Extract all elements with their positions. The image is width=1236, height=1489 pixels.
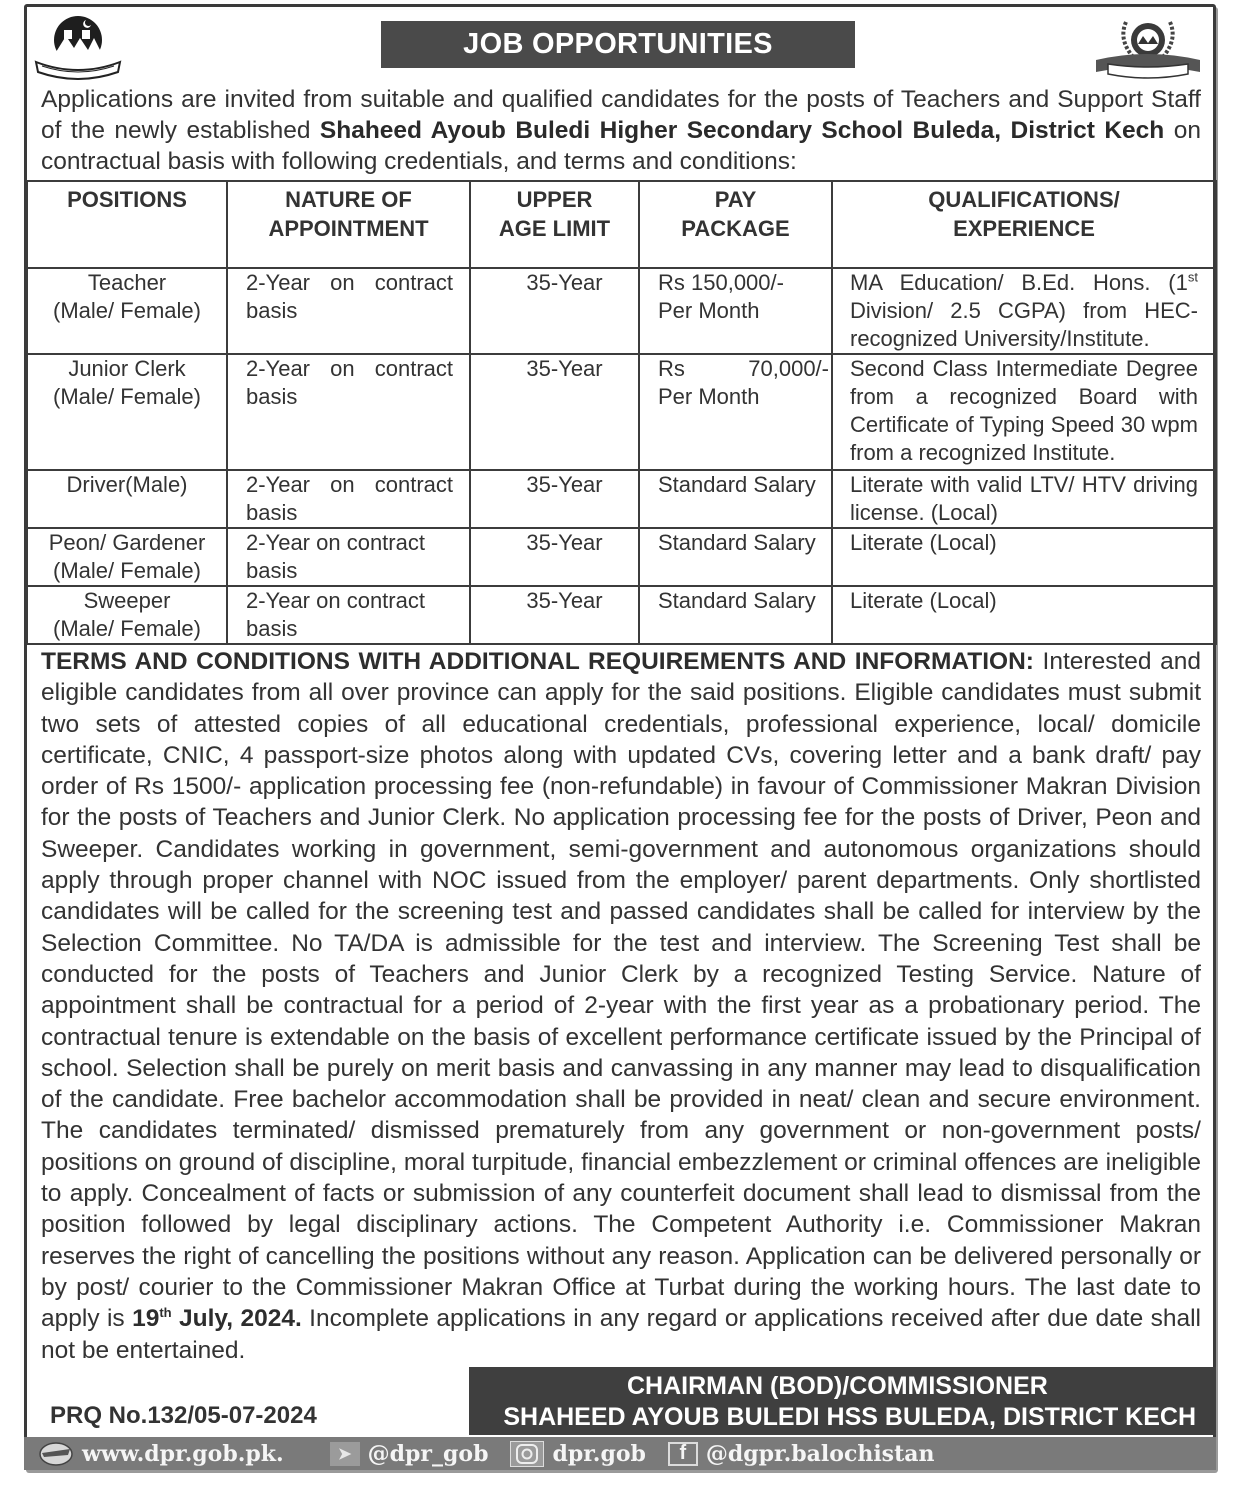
header-upper-age-limit: UPPER AGE LIMIT [470, 181, 639, 268]
age-cell: 35-Year [470, 528, 639, 586]
qualification-cell: Literate (Local) [832, 528, 1216, 586]
position-cell: Driver(Male) [27, 470, 227, 528]
nature-cell: 2-Year on contract basis [227, 528, 470, 586]
table-row [27, 268, 1216, 354]
position-cell: Peon/ Gardener (Male/ Female) [27, 528, 227, 586]
nature-cell: 2-Year on contract basis [227, 268, 470, 354]
header-nature-of-appointment: NATURE OF APPOINTMENT [227, 181, 470, 268]
twitter-link[interactable]: ➤ @dpr_gob [330, 1441, 489, 1467]
pay-cell: Rs 70,000/- Per Month [639, 354, 832, 470]
pay-cell: Standard Salary [639, 470, 832, 528]
signatory-institution: SHAHEED AYOUB BULEDI HSS BULEDA, DISTRICT KECH [503, 1403, 1196, 1431]
position-cell: Junior Clerk (Male/ Female) [27, 354, 227, 470]
table-row [27, 528, 1216, 586]
table-row [27, 354, 1216, 470]
position-cell: Sweeper (Male/ Female) [27, 586, 227, 644]
terms-heading: TERMS AND CONDITIONS WITH ADDITIONAL REQUIREMENTS AND INFORMATION: [41, 648, 1034, 675]
intro-text: Applications are invited from suitable and qualified candidates for the posts of Teachers and Support Staff of the newly established [41, 86, 1201, 144]
terms-closing: Incomplete applications in any regard or applications received after due date shall not be entertained. [41, 1305, 1201, 1364]
table-row [27, 586, 1216, 644]
qualification-cell: MA Education/ B.Ed. Hons. (1st Division/ 2.5 CGPA) from HEC-recognized University/Institute. [832, 268, 1216, 354]
globe-icon [38, 1441, 74, 1467]
table-header-row [27, 181, 1216, 268]
twitter-icon: ➤ [330, 1442, 360, 1466]
age-cell: 35-Year [470, 586, 639, 644]
facebook-link[interactable]: f @dgpr.balochistan [668, 1441, 935, 1467]
school-name: Shaheed Ayoub Buledi Higher Secondary School Buleda, District Kech [319, 117, 1165, 144]
social-footer [24, 1437, 1216, 1470]
qualification-cell: Literate (Local) [832, 586, 1216, 644]
terms-and-conditions [41, 646, 1201, 1366]
position-cell: Teacher (Male/ Female) [27, 268, 227, 354]
intro-text-end: on contractual basis with following credentials, and terms and conditions: [41, 117, 1201, 175]
website-link[interactable]: www.dpr.gob.pk. [38, 1441, 284, 1467]
signatory-title: CHAIRMAN (BOD)/COMMISSIONER [627, 1372, 1048, 1400]
qualification-cell: Literate with valid LTV/ HTV driving license. (Local) [832, 470, 1216, 528]
instagram-link[interactable]: dpr.gob [510, 1441, 645, 1467]
header-qualifications: QUALIFICATIONS/ EXPERIENCE [832, 181, 1216, 268]
pay-cell: Standard Salary [639, 528, 832, 586]
pay-cell: Standard Salary [639, 586, 832, 644]
positions-table [26, 180, 1217, 645]
page-title: JOB OPPORTUNITIES [381, 21, 855, 68]
header-positions: POSITIONS [27, 181, 227, 268]
instagram-icon [510, 1441, 544, 1467]
nature-cell: 2-Year on contract basis [227, 586, 470, 644]
nature-cell: 2-Year on contract basis [227, 470, 470, 528]
last-date: 19th July, 2024. [132, 1305, 302, 1333]
terms-body: Interested and eligible candidates from all over province can apply for the said positions. Eligible candidates must submit two sets of attested copies of all educational credentials, professional experience, local/ domicile certificate, CNIC, 4 passport-size photos along with updated CVs, covering letter and a bank draft/ pay order of Rs 1500/- application processing fee (non-refundable) in favour of Commissioner Makran Division for the posts of Teachers and Junior Clerk. No application processing fee for the posts of Driver, Peon and Sweeper. Candidates working in government, semi-government and autonomous organizations should apply through proper channel with NOC issued from the employer/ parent departments. Only shortlisted candidates will be called for the screening test and passed candidates shall be called for interview by the Selection Committee. No TA/DA is admissible for the test and interview. The Screening Test shall be conducted for the posts of Teachers and Junior Clerk by a recognized Testing Service. Nature of appointment shall be contractual for a period of 2-year with the first year as a probationary period. The contractual tenure is extendable on the basis of excellent performance certificate issued by the Principal of school. Selection shall be purely on merit basis and canvassing in any manner may lead to disqualification of the candidate. Free bachelor accommodation shall be provided in neat/ clean and secure environment. The candidates terminated/ dismissed prematurely from any government or non-government posts/ positions on ground of discipline, moral turpitude, financial embezzlement or criminal offences are ineligible to apply. Concealment of facts or submission of any counterfeit document shall lead to dismissal from the position followed by legal disciplinary actions. The Competent Authority i.e. Commissioner Makran reserves the right of cancelling the positions without any reason. Application can be delivered personally or by post/ courier to the Commissioner Makran Office at Turbat during the working hours. The last date to apply is [41, 648, 1201, 1333]
qualification-cell: Second Class Intermediate Degree from a recognized Board with Certificate of Typing Speed 30 wpm from a recognized Institute. [832, 354, 1216, 470]
age-cell: 35-Year [470, 470, 639, 528]
nature-cell: 2-Year on contract basis [227, 354, 470, 470]
prq-number: PRQ No.132/05-07-2024 [50, 1402, 317, 1429]
header-pay-package: PAY PACKAGE [639, 181, 832, 268]
school-emblem-icon [1088, 10, 1208, 84]
age-cell: 35-Year [470, 354, 639, 470]
signatory-block [469, 1367, 1216, 1435]
pay-cell: Rs 150,000/- Per Month [639, 268, 832, 354]
table-row [27, 470, 1216, 528]
facebook-icon: f [668, 1442, 698, 1466]
balochistan-emblem-icon [34, 14, 122, 80]
age-cell: 35-Year [470, 268, 639, 354]
intro-paragraph [41, 84, 1201, 177]
